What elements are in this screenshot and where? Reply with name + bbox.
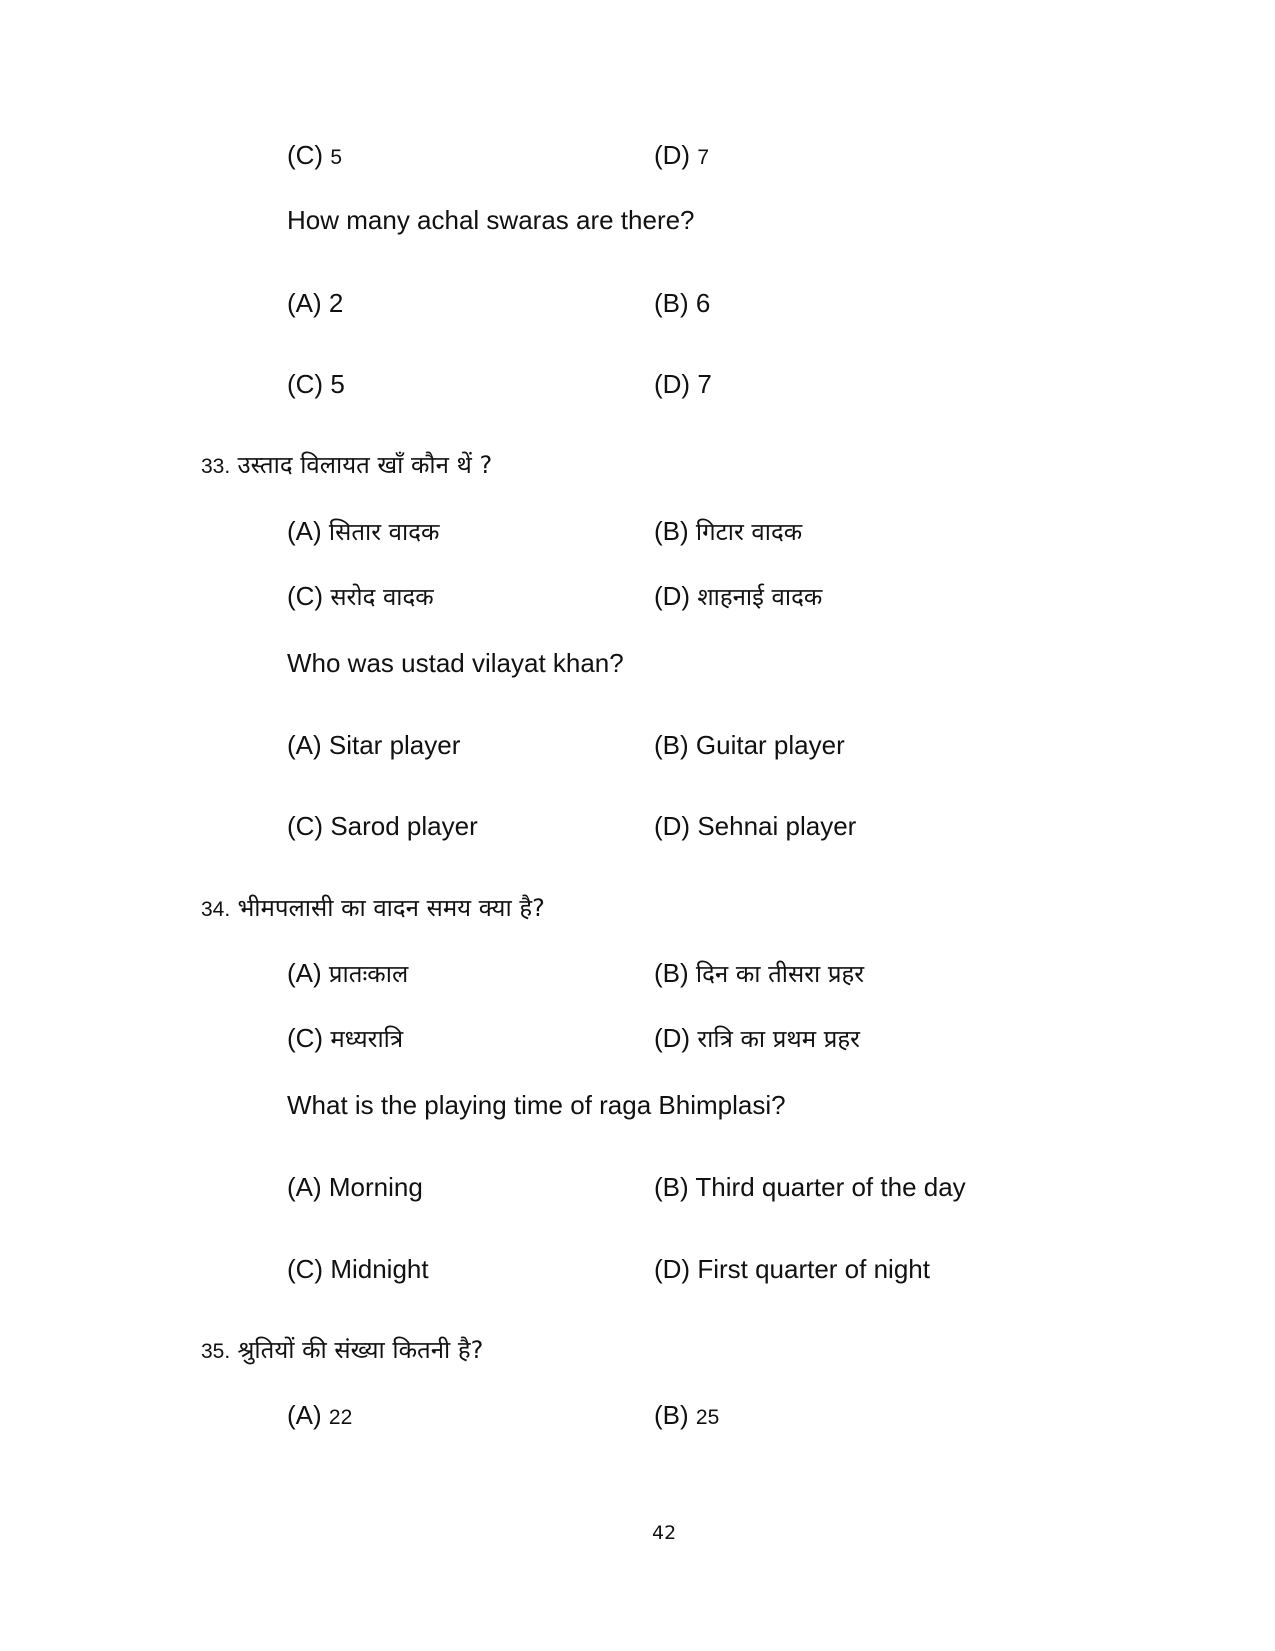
q33-english-option-c: (C) Sarod player bbox=[287, 811, 478, 841]
q33-hindi-option-a bbox=[287, 515, 439, 548]
q33-english-option-a: (A) Sitar player bbox=[287, 730, 461, 760]
option-letter: (A) bbox=[287, 958, 322, 988]
option-letter: (A) bbox=[287, 1400, 322, 1430]
q34-english-option-c: (C) Midnight bbox=[287, 1254, 429, 1284]
question-number: 34. bbox=[201, 898, 231, 921]
q33-english-option-d: (D) Sehnai player bbox=[654, 811, 857, 841]
option-letter: (A) bbox=[287, 516, 322, 546]
q34-hindi-option-c bbox=[287, 1022, 403, 1055]
option-letter: (C) bbox=[287, 581, 324, 611]
option-text: 25 bbox=[695, 1406, 720, 1429]
q34-hindi-option-b bbox=[654, 957, 864, 990]
option-text: 22 bbox=[328, 1406, 353, 1429]
option-text: 7 bbox=[697, 146, 710, 169]
option-letter: (B) bbox=[654, 1400, 689, 1430]
option-text: प्रातःकाल bbox=[328, 960, 409, 988]
page-number: 42 bbox=[652, 1522, 677, 1544]
option-letter: (C) bbox=[287, 1023, 324, 1053]
q32-english-option-c: (C) 5 bbox=[287, 369, 345, 399]
question-number: 33. bbox=[201, 455, 231, 478]
q32-english-question: How many achal swaras are there? bbox=[287, 205, 695, 235]
option-text: 5 bbox=[330, 146, 343, 169]
q33-hindi-option-c bbox=[287, 580, 434, 613]
option-text: दिन का तीसरा प्रहर bbox=[695, 960, 865, 988]
q32-english-option-b: (B) 6 bbox=[654, 288, 711, 318]
q33-hindi-question bbox=[201, 448, 492, 483]
option-text: रात्रि का प्रथम प्रहर bbox=[697, 1025, 860, 1053]
option-letter: (D) bbox=[654, 140, 691, 170]
q34-hindi-option-a bbox=[287, 957, 408, 990]
q32-english-option-d: (D) 7 bbox=[654, 369, 712, 399]
option-letter: (B) bbox=[654, 516, 689, 546]
q34-english-option-a: (A) Morning bbox=[287, 1172, 423, 1202]
q35-hindi-option-b bbox=[654, 1399, 719, 1434]
q32-hindi-option-c bbox=[287, 139, 342, 174]
option-text: मध्यरात्रि bbox=[330, 1025, 404, 1053]
q33-english-option-b: (B) Guitar player bbox=[654, 730, 845, 760]
option-text: शाहनाई वादक bbox=[697, 583, 823, 611]
question-text: भीमपलासी का वादन समय क्या है? bbox=[237, 894, 545, 922]
option-letter: (C) bbox=[287, 140, 324, 170]
question-text: उस्ताद विलायत खाँ कौन थें ? bbox=[237, 451, 493, 479]
q32-hindi-option-d bbox=[654, 139, 709, 174]
q34-hindi-question bbox=[201, 891, 545, 926]
q34-english-option-b: (B) Third quarter of the day bbox=[654, 1172, 966, 1202]
option-letter: (B) bbox=[654, 958, 689, 988]
option-text: सरोद वादक bbox=[330, 583, 434, 611]
option-letter: (D) bbox=[654, 581, 691, 611]
q34-english-option-d: (D) First quarter of night bbox=[654, 1254, 930, 1284]
option-text: गिटार वादक bbox=[695, 518, 803, 546]
q33-hindi-option-d bbox=[654, 580, 822, 613]
q33-english-question: Who was ustad vilayat khan? bbox=[287, 648, 624, 678]
q32-english-option-a: (A) 2 bbox=[287, 288, 344, 318]
question-text: श्रुतियों की संख्या कितनी है? bbox=[237, 1336, 484, 1364]
q35-hindi-question bbox=[201, 1333, 483, 1368]
q35-hindi-option-a bbox=[287, 1399, 352, 1434]
q34-english-question: What is the playing time of raga Bhimplasi? bbox=[287, 1090, 786, 1120]
q34-hindi-option-d bbox=[654, 1022, 860, 1055]
option-letter: (D) bbox=[654, 1023, 691, 1053]
question-number: 35. bbox=[201, 1340, 231, 1363]
q33-hindi-option-b bbox=[654, 515, 802, 548]
option-text: सितार वादक bbox=[328, 518, 440, 546]
